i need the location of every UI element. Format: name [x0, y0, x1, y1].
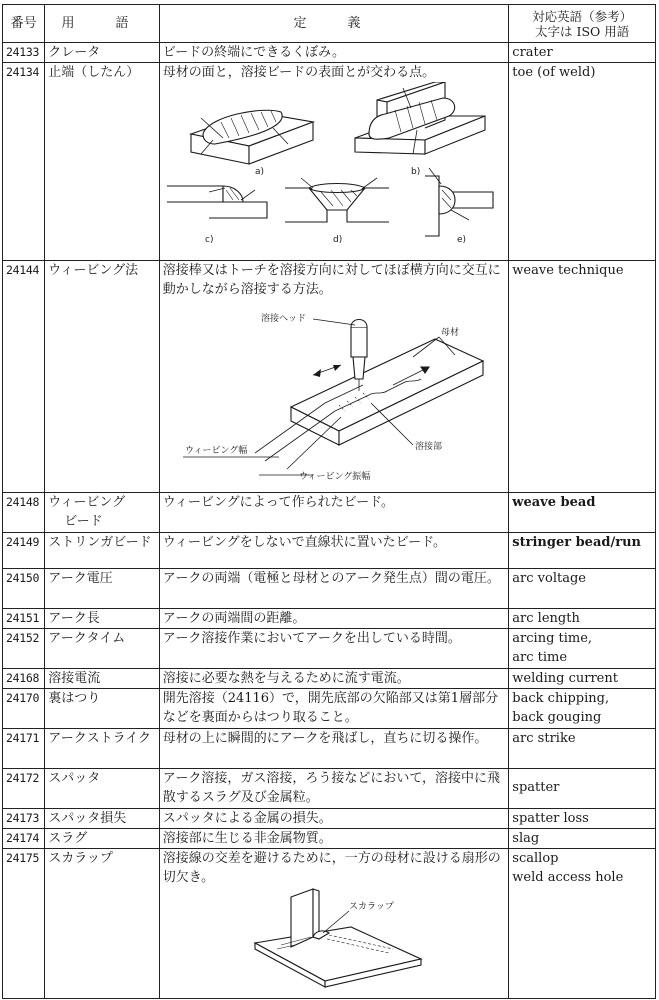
entry-definition	[159, 261, 509, 493]
entry-english	[509, 43, 656, 63]
entry-english-line: spatter	[512, 780, 560, 795]
entry-definition: アークの両端（電極と母材とのアーク発生点）間の電圧。	[159, 569, 509, 609]
entry-term: スパッタ	[45, 769, 160, 809]
entry-english-line: back chipping,	[512, 691, 610, 706]
entry-english	[509, 569, 656, 609]
header-english-line2: 太字は ISO 用語	[535, 23, 630, 39]
entry-definition	[159, 849, 509, 999]
entry-english-line: scallop	[512, 851, 559, 866]
toe-label: b)	[410, 167, 420, 177]
entry-number: 24133	[3, 43, 45, 63]
weave-label-base: 母材	[440, 328, 459, 338]
entry-definition: アーク溶接作業においてアークを出している時間。	[159, 629, 509, 669]
table-row	[3, 609, 656, 629]
entry-term: 止端（したん）	[45, 63, 160, 261]
entry-definition: ウィービングによって作られたビード。	[159, 493, 509, 533]
header-english	[509, 5, 656, 43]
entry-term: アークタイム	[45, 629, 160, 669]
header-definition-text: 定 義	[293, 16, 375, 31]
weave-label-width: ウィービング幅	[184, 446, 247, 456]
entry-english-line: arc time	[512, 650, 568, 665]
entry-english-line: crater	[512, 45, 553, 60]
entry-definition: アークの両端間の距離。	[159, 609, 509, 629]
header-definition	[159, 5, 509, 43]
entry-number: 24172	[3, 769, 45, 809]
entry-english	[509, 629, 656, 669]
entry-english-line: arc voltage	[512, 571, 586, 586]
toe-figure-a	[191, 110, 313, 177]
entry-definition	[159, 63, 509, 261]
table-row	[3, 629, 656, 669]
entry-english-line: weave bead	[512, 495, 596, 510]
weave-figure	[163, 299, 499, 489]
entry-english	[509, 809, 656, 829]
entry-number: 24150	[3, 569, 45, 609]
entry-number: 24174	[3, 829, 45, 849]
entry-english	[509, 493, 656, 533]
entry-definition-text: 溶接線の交差を避けるために，一方の母材に設ける扇形の切欠き。	[162, 851, 501, 885]
table-row	[3, 261, 656, 493]
entry-number: 24170	[3, 689, 45, 729]
entry-english	[509, 849, 656, 999]
entry-term: アークストライク	[45, 729, 160, 769]
entry-term: スパッタ損失	[45, 809, 160, 829]
entry-number: 24171	[3, 729, 45, 769]
entry-definition-text: 溶接棒又はトーチを溶接方向に対してほぼ横方向に交互に動かしながら溶接する方法。	[162, 263, 501, 297]
entry-term: クレータ	[45, 43, 160, 63]
entry-number: 24149	[3, 533, 45, 569]
scallop-figure	[163, 887, 499, 995]
entry-english	[509, 63, 656, 261]
toe-figure-e	[425, 168, 493, 245]
table-row	[3, 829, 656, 849]
toe-figure-c	[167, 186, 267, 245]
entry-definition-text: 母材の面と，溶接ビードの表面とが交わる点。	[162, 65, 436, 80]
weave-label-amplitude: ウィービング振幅	[298, 472, 370, 482]
table-row	[3, 669, 656, 689]
entry-term: スラグ	[45, 829, 160, 849]
table-row	[3, 493, 656, 533]
toe-figure-d	[285, 178, 389, 245]
table-row	[3, 43, 656, 63]
entry-definition: スパッタによる金属の損失。	[159, 809, 509, 829]
toe-label: a)	[254, 167, 264, 177]
table-row	[3, 729, 656, 769]
table-row	[3, 769, 656, 809]
toe-label: d)	[332, 235, 342, 245]
entry-english-line: welding current	[512, 671, 618, 686]
entry-english-line: weave technique	[512, 263, 624, 278]
entry-term-line: ビード	[64, 514, 103, 529]
entry-term-line: ウィービング	[48, 495, 126, 510]
entry-english	[509, 829, 656, 849]
table-row	[3, 63, 656, 261]
entry-english-line: arcing time,	[512, 631, 593, 646]
table-row	[3, 569, 656, 609]
toe-label: c)	[204, 235, 214, 245]
entry-term	[45, 493, 160, 533]
header-row	[3, 5, 656, 43]
scallop-label: スカラップ	[348, 902, 394, 912]
entry-english	[509, 261, 656, 493]
entry-english	[509, 669, 656, 689]
entry-english	[509, 689, 656, 729]
table-row	[3, 849, 656, 999]
entry-english-line: arc length	[512, 611, 580, 626]
entry-number: 24151	[3, 609, 45, 629]
toe-figure-b	[355, 82, 485, 177]
entry-number: 24168	[3, 669, 45, 689]
toe-label: e)	[456, 235, 466, 245]
entry-english-line: slag	[512, 831, 540, 846]
header-english-line1: 対応英語（参考）	[532, 8, 633, 24]
entry-english-line: back gouging	[512, 710, 602, 725]
glossary-sheet	[2, 4, 656, 999]
entry-english	[509, 609, 656, 629]
header-number: 番号	[3, 5, 45, 43]
entry-number: 24173	[3, 809, 45, 829]
entry-english-line: stringer bead/run	[512, 535, 641, 550]
weave-label-head: 溶接ヘッド	[260, 314, 306, 324]
entry-number: 24144	[3, 261, 45, 493]
entry-term: アーク電圧	[45, 569, 160, 609]
entry-english-line: weld access hole	[512, 870, 624, 885]
glossary-table	[2, 4, 656, 999]
entry-definition: ビードの終端にできるくぼみ。	[159, 43, 509, 63]
entry-definition: 母材の上に瞬間的にアークを飛ばし，直ちに切る操作。	[159, 729, 509, 769]
toe-figure	[163, 82, 499, 256]
entry-term: 裏はつり	[45, 689, 160, 729]
entry-english	[509, 533, 656, 569]
entry-english-line: toe (of weld)	[512, 65, 596, 80]
entry-number: 24134	[3, 63, 45, 261]
entry-english-line: arc strike	[512, 731, 576, 746]
entry-term: スカラップ	[45, 849, 160, 999]
header-term-text: 用 語	[61, 16, 143, 31]
entry-definition: 開先溶接（24116）で，開先底部の欠陥部又は第1層部分などを裏面からはつり取ること。	[159, 689, 509, 729]
header-term	[45, 5, 160, 43]
entry-definition: 溶接部に生じる非金属物質。	[159, 829, 509, 849]
entry-term: 溶接電流	[45, 669, 160, 689]
entry-number: 24152	[3, 629, 45, 669]
entry-term: ウィービング法	[45, 261, 160, 493]
entry-term: アーク長	[45, 609, 160, 629]
entry-definition: 溶接に必要な熱を与えるために流す電流。	[159, 669, 509, 689]
weave-label-weld: 溶接部	[414, 442, 442, 452]
entry-english	[509, 769, 656, 809]
table-row	[3, 533, 656, 569]
entry-term: ストリンガビード	[45, 533, 160, 569]
entry-english	[509, 729, 656, 769]
table-row	[3, 809, 656, 829]
entry-english-line: spatter loss	[512, 811, 589, 826]
entry-definition: アーク溶接，ガス溶接，ろう接などにおいて，溶接中に飛散するスラグ及び金属粒。	[159, 769, 509, 809]
entry-number: 24175	[3, 849, 45, 999]
table-row	[3, 689, 656, 729]
entry-number: 24148	[3, 493, 45, 533]
entry-definition: ウィービングをしないで直線状に置いたビード。	[159, 533, 509, 569]
